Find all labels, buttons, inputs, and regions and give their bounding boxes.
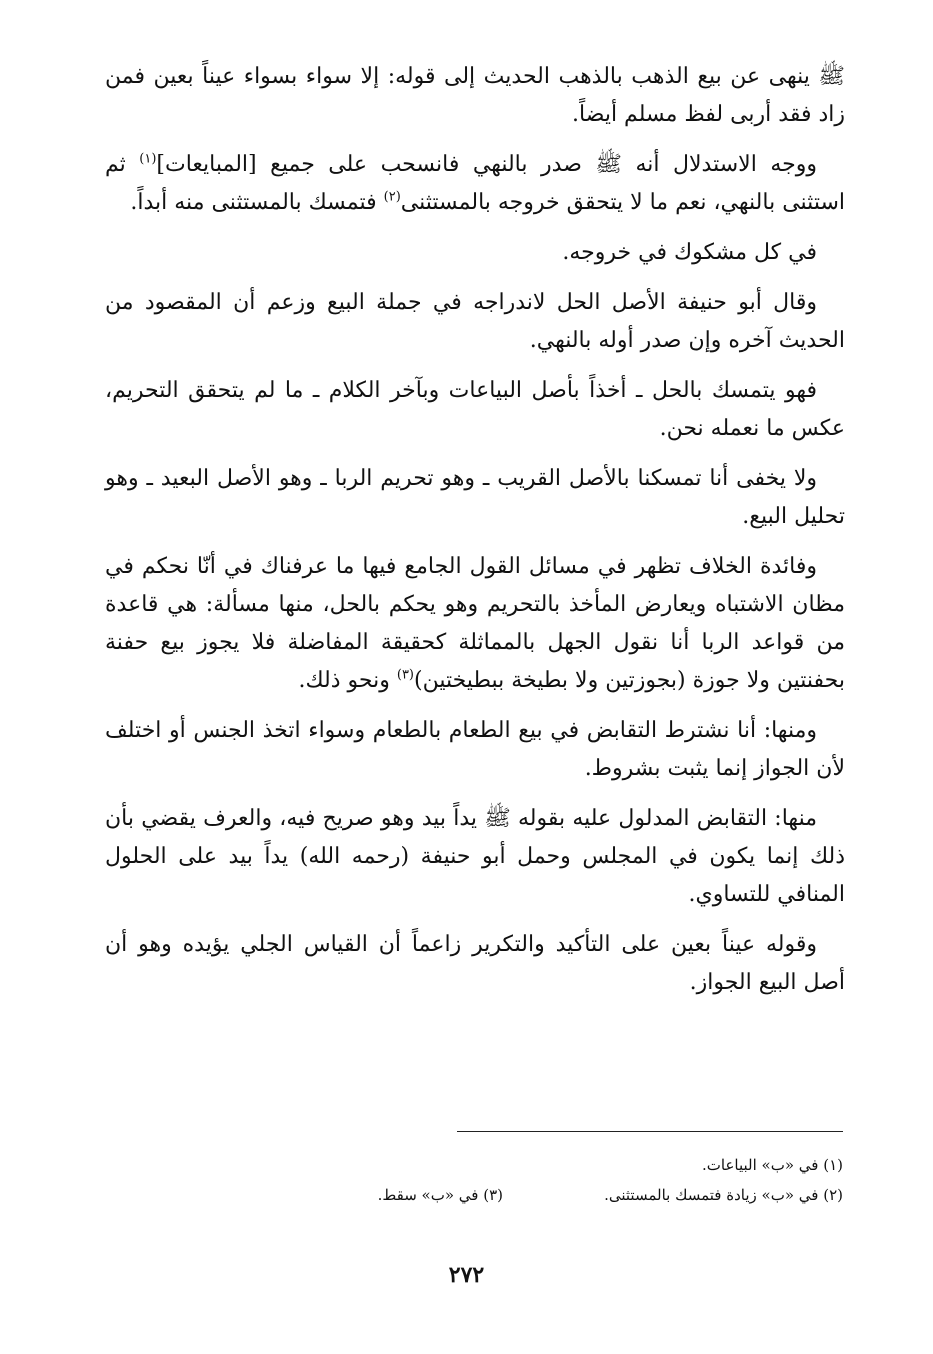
paragraph-2-end: فتمسك بالمستثنى منه أبداً.: [130, 190, 384, 215]
paragraph-8-text: ومنها: أنا نشترط التقابض في بيع الطعام بالطعام وسواء اتخذ الجنس أو اختلف لأن الجواز إنما يثبت بشروط.: [105, 718, 845, 781]
footnote-mark-3: (٣): [396, 667, 414, 683]
footnote-row-2: [103, 1180, 843, 1210]
footnote-mark-2: (٢): [383, 189, 401, 205]
paragraph-7-end: ونحو ذلك.: [298, 668, 397, 693]
paragraph-3: [105, 234, 845, 272]
paragraph-10-text: وقوله عيناً بعين على التأكيد والتكرير زاعماً أن القياس الجلي يؤيده وهو أن أصل البيع الجواز.: [105, 932, 845, 995]
paragraph-6-text: ولا يخفى أنا تمسكنا بالأصل القريب ـ وهو تحريم الربا ـ وهو الأصل البعيد ـ وهو تحليل البيع.: [105, 466, 845, 529]
main-text: [105, 58, 845, 1014]
paragraph-7-text: وفائدة الخلاف تظهر في مسائل القول الجامع فيها ما عرفناك في أنّا نحكم في مظان الاشتباه ويعارض المأخذ بالتحريم وهو يحكم بالحل، منها مسألة: هي قاعدة من قواعد الربا أنا نقول الجهل بالمماثلة كحقيقة المفاضلة فلا يجوز بيع حفنة بحفنتين ولا جوزة (بجوزتين ولا بطيخة ببطيختين): [105, 554, 845, 693]
footnotes: [103, 1150, 843, 1210]
paragraph-4-text: وقال أبو حنيفة الأصل الحل لاندراجه في جملة البيع وزعم أن المقصود من الحديث آخره وإن صدر أوله بالنهي.: [105, 290, 845, 353]
paragraph-5-text: فهو يتمسك بالحل ـ أخذاً بأصل البياعات وبآخر الكلام ـ ما لم يتحقق التحريم، عكس ما نعمله نحن.: [105, 378, 845, 441]
paragraph-2-text: ووجه الاستدلال أنه ﷺ صدر بالنهي فانسحب على جميع [المبايعات]: [156, 152, 817, 177]
paragraph-9: [105, 800, 845, 914]
footnote-1: (١) في «ب» البياعات.: [702, 1156, 843, 1174]
paragraph-7: [105, 548, 845, 700]
paragraph-1-text: ﷺ ينهى عن بيع الذهب بالذهب الحديث إلى قوله: إلا سواء بسواء عيناً بعين فمن زاد فقد أربى لفظ مسلم أيضاً.: [105, 64, 845, 127]
paragraph-2: [105, 146, 845, 222]
paragraph-4: [105, 284, 845, 360]
paragraph-9-text: منها: التقابض المدلول عليه بقوله ﷺ يداً بيد وهو صريح فيه، والعرف يقضي بأن ذلك إنما يكون في المجلس وحمل أبو حنيفة (رحمه الله) يداً بيد على الحلول المنافي للتساوي.: [105, 806, 845, 907]
paragraph-1: [105, 58, 845, 134]
footnote-mark-1: (١): [139, 151, 157, 167]
paragraph-3-text: في كل مشكوك في خروجه.: [562, 240, 817, 265]
paragraph-8: [105, 712, 845, 788]
footnote-3: (٣) في «ب» سقط.: [377, 1186, 503, 1204]
paragraph-2-mid: ثم استثنى بالنهي، نعم ما لا يتحقق خروجه بالمستثنى: [105, 152, 845, 215]
footnote-row-1: [103, 1150, 843, 1180]
paragraph-10: [105, 926, 845, 1002]
footnote-2: (٢) في «ب» زيادة فتمسك بالمستثنى.: [604, 1186, 843, 1204]
paragraph-6: [105, 460, 845, 536]
paragraph-5: [105, 372, 845, 448]
page-number: ٢٧٢: [448, 1262, 485, 1288]
footnote-divider: [457, 1131, 843, 1132]
